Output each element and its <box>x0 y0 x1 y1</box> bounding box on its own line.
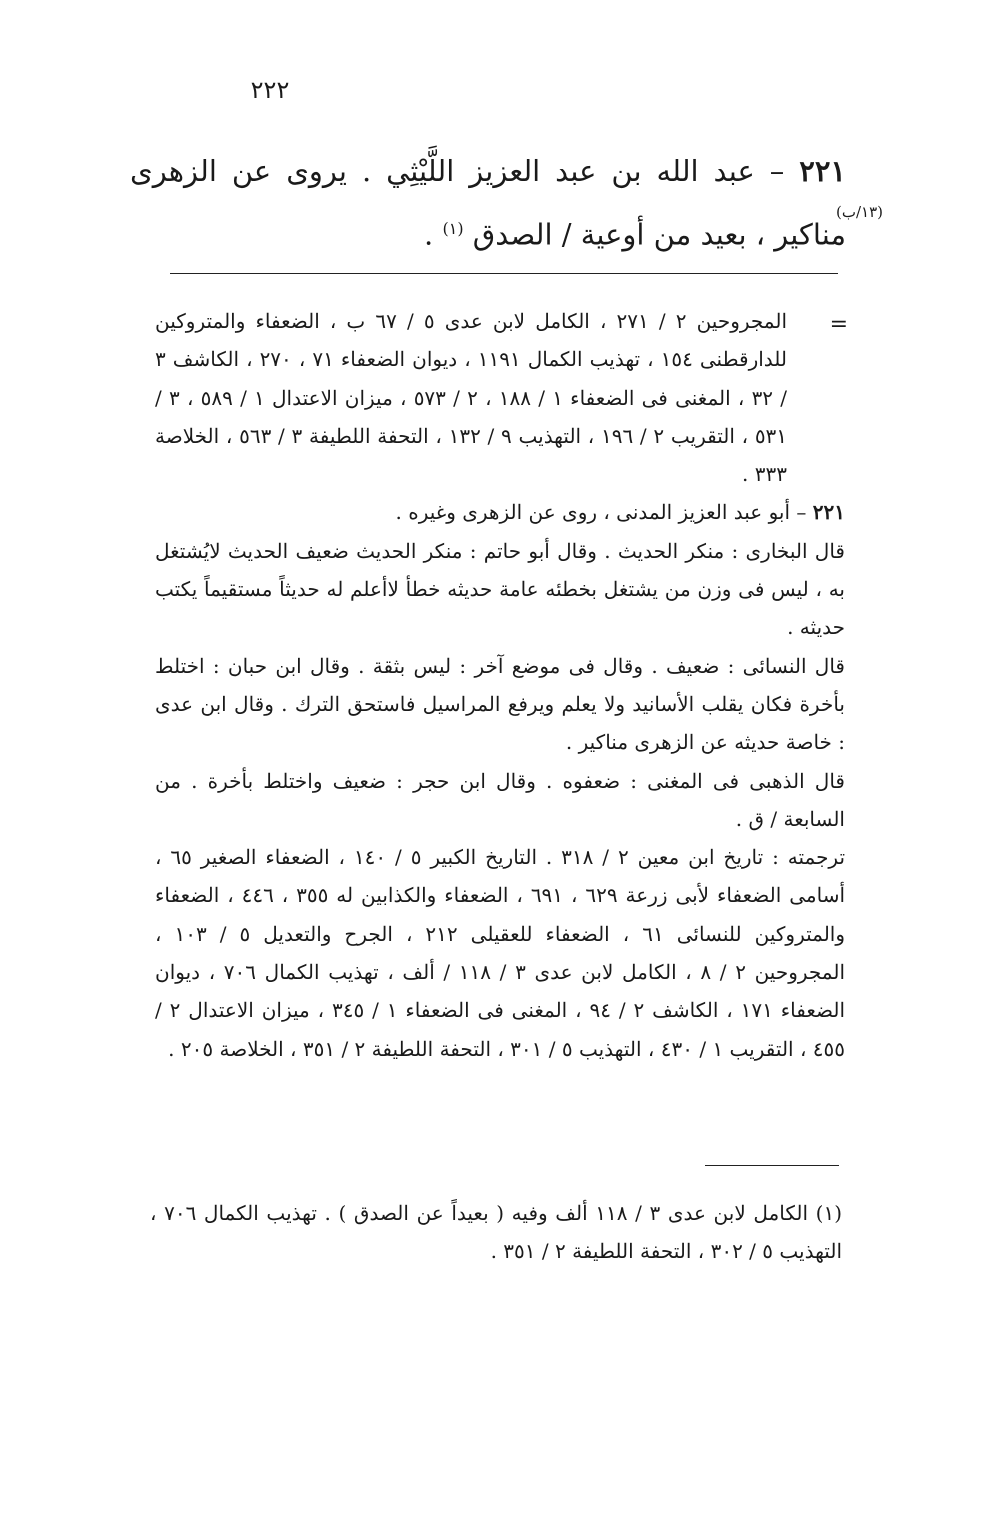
note-paragraph: قال النسائى : ضعيف . وقال فى موضع آخر : ليس بثقة . وقال ابن حبان : اختلط بأخرة فكان يقلب الأسانيد ولا يعلم ويرفع المراسيل فاستحق الترك . وقال ابن عدى : خاصة حديثه عن الزهرى مناكير . <box>155 653 845 755</box>
note-entry-heading <box>155 493 845 531</box>
main-entry <box>130 142 846 264</box>
separator-rule <box>170 273 838 274</box>
footnote-reference: (١) <box>442 219 464 238</box>
footnote-rule <box>705 1165 839 1166</box>
entry-end: . <box>424 217 443 252</box>
note-paragraph: قال البخارى : منكر الحديث . وقال أبو حاتم : منكر الحديث ضعيف الحديث لايُشتغل به ، ليس فى وزن من يشتغل بخطئه عامة حديثه خطأ لاأعلم له حديثاً مستقيماً يكتب حديثه . <box>155 538 845 640</box>
note-entry-number: ٢٢١ <box>812 500 845 525</box>
continuation-mark: = <box>829 312 848 337</box>
page-number: ٢٢٢ <box>250 76 290 104</box>
note-paragraph: قال الذهبى فى المغنى : ضعفوه . وقال ابن حجر : ضعيف واختلط بأخرة . من السابعة / ق . <box>155 768 845 831</box>
footnote-text: (١) الكامل لابن عدى ٣ / ١١٨ ألف وفيه ( بعيداً عن الصدق ) . تهذيب الكمال ٧٠٦ ، التهذيب ٥ / ٣٠٢ ، التحفة اللطيفة ٢ / ٣٥١ . <box>150 1201 843 1263</box>
note-paragraph: المجروحين ٢ / ٢٧١ ، الكامل لابن عدى ٥ / ٦٧ ب ، الضعفاء والمتروكين للدارقطنى ١٥٤ ، تهذيب الكمال ١١٩١ ، ديوان الضعفاء ٧١ ، ٢٧٠ ، الكاشف ٣ / ٣٢ ، المغنى فى الضعفاء ١ / ١٨٨ ، ٢ / ٥٧٣ ، ميزان الاعتدال ١ / ٥٨٩ ، ٣ / ٥٣١ ، التقريب ٢ / ١٩٦ ، التهذيب ٩ / ١٣٢ ، التحفة اللطيفة ٣ / ٥٦٣ ، الخلاصة ٣٣٣ . <box>155 309 788 487</box>
entry-number: ٢٢١ <box>799 154 846 188</box>
entry-text: – عبد الله بن عبد العزيز اللَّيْثِي . يروى عن الزهرى مناكير ، بعيد من أوعية / الصدق <box>130 154 846 252</box>
note-paragraph: ترجمته : تاريخ ابن معين ٢ / ٣١٨ . التاريخ الكبير ٥ / ١٤٠ ، الضعفاء الصغير ٦٥ ، أسامى الضعفاء لأبى زرعة ٦٢٩ ، ٦٩١ ، الضعفاء والكذابين له ٣٥٥ ، ٤٤٦ ، الضعفاء والمتروكين للنسائى ٦١ ، الضعفاء للعقيلى ٢١٢ ، الجرح والتعديل ٥ / ١٠٣ ، المجروحين ٢ / ٨ ، الكامل لابن عدى ٣ / ١١٨ / ألف ، تهذيب الكمال ٧٠٦ ، ديوان الضعفاء ١٧١ ، الكاشف ٢ / ٩٤ ، المغنى فى الضعفاء ١ / ٣٤٥ ، ميزان الاعتدال ٢ / ٤٥٥ ، التقريب ١ / ٤٣٠ ، التهذيب ٥ / ٣٠١ ، التحفة اللطيفة ٢ / ٣٥١ ، الخلاصة ٢٠٥ . <box>155 845 846 1061</box>
note-entry-title: – أبو عبد العزيز المدنى ، روى عن الزهرى وغيره . <box>395 500 813 525</box>
footnote <box>150 1194 842 1270</box>
manuscript-folio-note: (١٣/ب) <box>836 203 884 221</box>
notes-section <box>155 302 845 1068</box>
